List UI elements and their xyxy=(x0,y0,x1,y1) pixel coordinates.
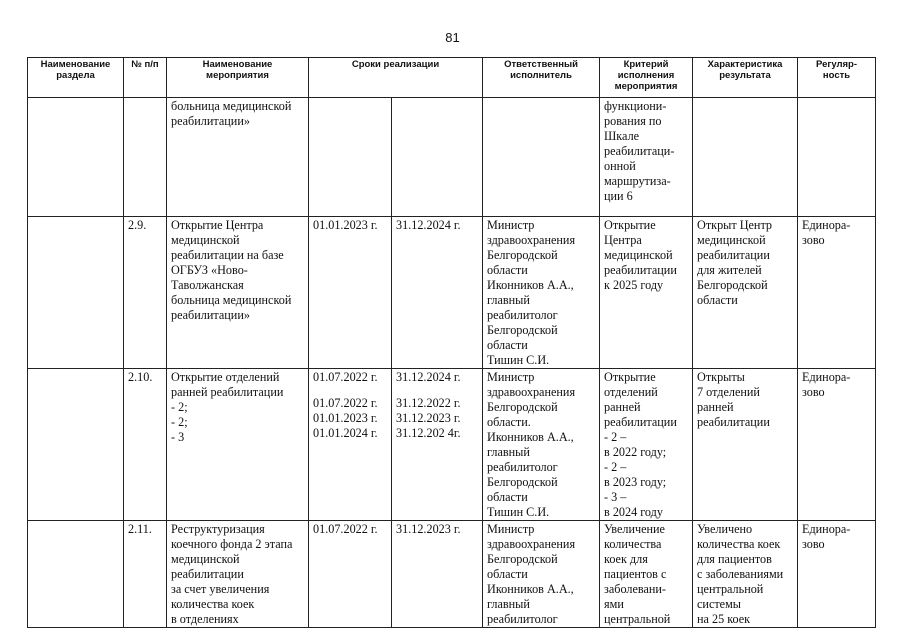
header-period: Сроки реализации xyxy=(309,58,483,98)
cell-start: 01.01.2023 г. xyxy=(309,217,392,369)
header-responsible: Ответственный исполнитель xyxy=(483,58,600,98)
cell-section xyxy=(28,98,124,217)
cell-start: 01.07.2022 г. xyxy=(309,521,392,628)
cell-event: Открытие отделений ранней реабилитации - 2; - 2; - 3 xyxy=(167,369,309,521)
cell-regularity xyxy=(798,98,876,217)
cell-start: 01.07.2022 г. 01.07.2022 г. 01.01.2023 г. 01.01.2024 г. xyxy=(309,369,392,521)
cell-criterion: Открытие Центра медицинской реабилитации к 2025 году xyxy=(600,217,693,369)
cell-number xyxy=(124,98,167,217)
cell-regularity: Единора- зово xyxy=(798,369,876,521)
table-row xyxy=(28,369,876,521)
header-number: № п/п xyxy=(124,58,167,98)
cell-regularity: Единора- зово xyxy=(798,521,876,628)
header-section: Наименование раздела xyxy=(28,58,124,98)
cell-responsible xyxy=(483,98,600,217)
cell-number: 2.11. xyxy=(124,521,167,628)
cell-number: 2.10. xyxy=(124,369,167,521)
header-row xyxy=(28,58,876,98)
cell-event: Открытие Центра медицинской реабилитации на базе ОГБУЗ «Ново- Таволжанская больница медицинской реабилитации» xyxy=(167,217,309,369)
header-regularity: Регуляр- ность xyxy=(798,58,876,98)
cell-regularity: Единора- зово xyxy=(798,217,876,369)
cell-criterion: Увеличение количества коек для пациентов с заболевани- ями центральной xyxy=(600,521,693,628)
table-row xyxy=(28,217,876,369)
cell-start xyxy=(309,98,392,217)
cell-end: 31.12.2023 г. xyxy=(392,521,483,628)
cell-responsible: Министр здравоохранения Белгородской области. Иконников А.А., главный реабилитолог Белгородской области Тишин С.И. xyxy=(483,369,600,521)
page-number: 81 xyxy=(445,30,460,45)
cell-result: Открыты 7 отделений ранней реабилитации xyxy=(693,369,798,521)
cell-number: 2.9. xyxy=(124,217,167,369)
cell-section xyxy=(28,521,124,628)
events-table xyxy=(27,57,876,628)
table-row xyxy=(28,98,876,217)
cell-event: Реструктуризация коечного фонда 2 этапа медицинской реабилитации за счет увеличения количества коек в отделениях xyxy=(167,521,309,628)
header-criterion: Критерий исполнения мероприятия xyxy=(600,58,693,98)
cell-event: больница медицинской реабилитации» xyxy=(167,98,309,217)
cell-result xyxy=(693,98,798,217)
cell-result: Увеличено количества коек для пациентов с заболеваниями центральной системы на 25 коек xyxy=(693,521,798,628)
cell-responsible: Министр здравоохранения Белгородской области Иконников А.А., главный реабилитолог xyxy=(483,521,600,628)
cell-criterion: Открытие отделений ранней реабилитации - 2 – в 2022 году; - 2 – в 2023 году; - 3 – в 2024 году xyxy=(600,369,693,521)
cell-result: Открыт Центр медицинской реабилитации для жителей Белгородской области xyxy=(693,217,798,369)
cell-end xyxy=(392,98,483,217)
cell-criterion: функциони- рования по Шкале реабилитаци- онной маршрутиза- ции 6 xyxy=(600,98,693,217)
table-row xyxy=(28,521,876,628)
cell-section xyxy=(28,217,124,369)
header-result: Характеристика результата xyxy=(693,58,798,98)
cell-end: 31.12.2024 г. xyxy=(392,217,483,369)
cell-responsible: Министр здравоохранения Белгородской области Иконников А.А., главный реабилитолог Белгородской области Тишин С.И. xyxy=(483,217,600,369)
header-event: Наименование мероприятия xyxy=(167,58,309,98)
cell-section xyxy=(28,369,124,521)
cell-end: 31.12.2024 г. 31.12.2022 г. 31.12.2023 г. 31.12.202 4г. xyxy=(392,369,483,521)
